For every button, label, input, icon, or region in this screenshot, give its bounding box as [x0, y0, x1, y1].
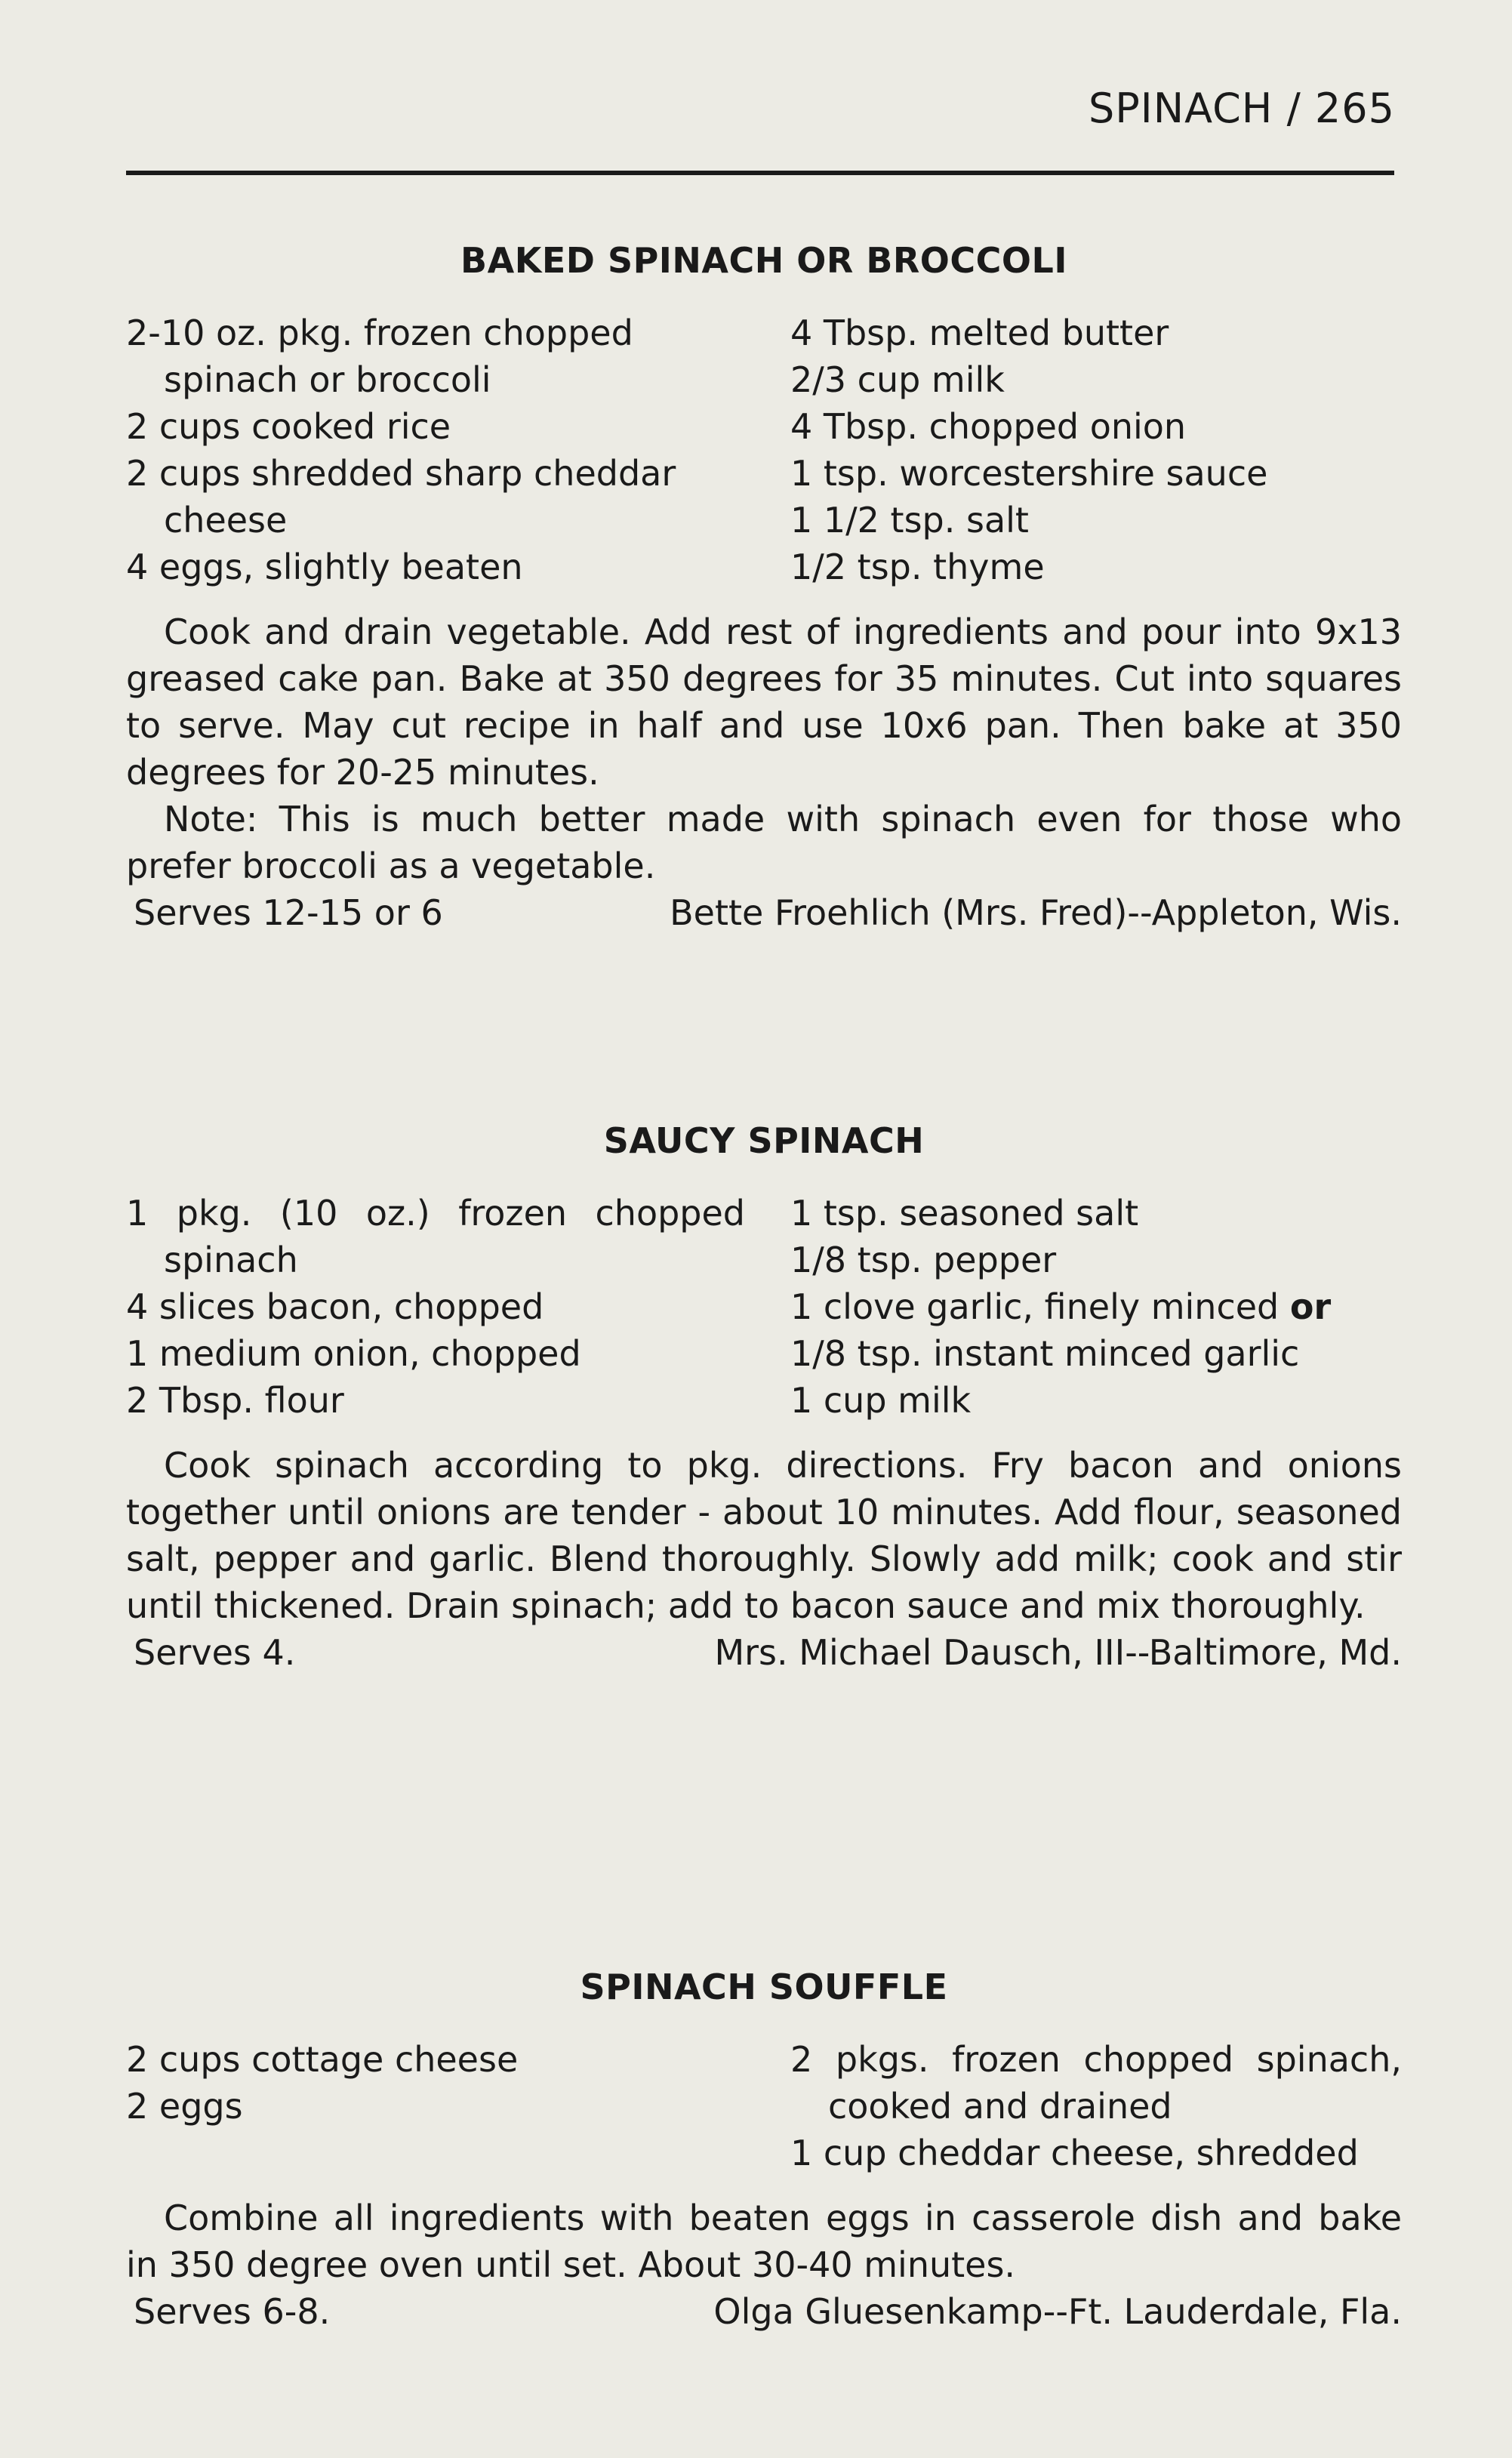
ingredient-item: 1 cup milk	[790, 1380, 972, 1421]
recipe-directions	[126, 608, 1402, 889]
ingredient-column-right	[790, 310, 1402, 590]
ingredient-item: 1/8 tsp. instant minced garlic	[790, 1333, 1300, 1374]
contributor: Mrs. Michael Dausch, III--Baltimore, Md.	[714, 1632, 1402, 1673]
serves-line	[126, 2288, 1402, 2335]
ingredient-item: 2 pkgs. frozen chopped spinach, cooked and drained	[790, 2039, 1402, 2127]
ingredient-item: 1 1/2 tsp. salt	[790, 500, 1029, 541]
ingredient-item: 1/8 tsp. pepper	[790, 1240, 1057, 1280]
ingredient-item	[790, 1283, 1402, 1330]
ingredient-item: 1/2 tsp. thyme	[790, 547, 1045, 587]
ingredient-item: 1 pkg. (10 oz.) frozen chopped spinach	[126, 1193, 745, 1280]
ingredient-column-left	[126, 2036, 745, 2176]
ingredient-list	[126, 310, 1402, 590]
ingredient-item: 4 slices bacon, chopped	[126, 1286, 544, 1327]
serves-count: Serves 6-8.	[134, 2291, 331, 2332]
ingredient-or: or	[1289, 1286, 1332, 1327]
ingredient-item: 1 tsp. worcestershire sauce	[790, 453, 1268, 494]
serves-line	[126, 1629, 1402, 1676]
ingredient-item: 4 Tbsp. chopped onion	[790, 406, 1187, 447]
recipe-title: BAKED SPINACH OR BROCCOLI	[460, 240, 1067, 281]
ingredient-item: 1 cup cheddar cheese, shredded	[790, 2133, 1359, 2173]
recipe-note: Note: This is much better made with spinach even for those who prefer broccoli as a vegetable.	[126, 799, 1402, 886]
header-rule	[126, 171, 1394, 175]
ingredient-list	[126, 2036, 1402, 2176]
ingredient-item: 1 tsp. seasoned salt	[790, 1193, 1139, 1234]
serves-line	[126, 889, 1402, 936]
directions-paragraph: Cook and drain vegetable. Add rest of ingredients and pour into 9x13 greased cake pan. Bake at 350 degrees for 35 minutes. Cut into squares to serve. May cut recipe in half and use 10x6 pan. Then bake at 350 degrees for 20-25 minutes.	[126, 611, 1402, 793]
ingredient-item: 2 Tbsp. flour	[126, 1380, 344, 1421]
recipe-title: SAUCY SPINACH	[603, 1120, 925, 1161]
ingredient-item: 4 Tbsp. melted butter	[790, 313, 1169, 353]
ingredient-item: 1 medium onion, chopped	[126, 1333, 581, 1374]
ingredient-item: 2 eggs	[126, 2086, 243, 2127]
recipe-spinach-souffle	[126, 1967, 1402, 2335]
serves-count: Serves 12-15 or 6	[134, 892, 443, 933]
ingredient-column-left	[126, 310, 745, 590]
ingredient-column-right	[790, 1190, 1402, 1424]
ingredient-item: 4 eggs, slightly beaten	[126, 547, 523, 587]
ingredient-item: 2-10 oz. pkg. frozen chopped spinach or broccoli	[126, 313, 633, 400]
directions-paragraph: Combine all ingredients with beaten eggs in casserole dish and bake in 350 degree oven until set. About 30-40 minutes.	[126, 2198, 1402, 2285]
ingredient-column-right	[790, 2036, 1402, 2176]
contributor: Bette Froehlich (Mrs. Fred)--Appleton, Wis.	[670, 892, 1402, 933]
ingredient-item: 2/3 cup milk	[790, 359, 1005, 400]
ingredient-item: 2 cups shredded sharp cheddar cheese	[126, 453, 676, 541]
recipe-directions	[126, 1442, 1402, 1629]
recipe-saucy-spinach	[126, 1120, 1402, 1676]
ingredient-item: 2 cups cooked rice	[126, 406, 451, 447]
recipe-directions	[126, 2195, 1402, 2288]
recipe-title: SPINACH SOUFFLE	[580, 1967, 948, 2007]
ingredient-text: 1 clove garlic, finely minced	[790, 1286, 1280, 1327]
serves-count: Serves 4.	[134, 1632, 296, 1673]
contributor: Olga Gluesenkamp--Ft. Lauderdale, Fla.	[713, 2291, 1402, 2332]
ingredient-column-left	[126, 1190, 745, 1424]
directions-paragraph: Cook spinach according to pkg. directions. Fry bacon and onions together until onions are tender - about 10 minutes. Add flour, seasoned salt, pepper and garlic. Blend thoroughly. Slowly add milk; cook and stir until thickened. Drain spinach; add to bacon sauce and mix thoroughly.	[126, 1445, 1402, 1626]
ingredient-list	[126, 1190, 1402, 1424]
recipe-baked-spinach-or-broccoli	[126, 240, 1402, 936]
running-head: SPINACH / 265	[1088, 85, 1395, 132]
ingredient-item: 2 cups cottage cheese	[126, 2039, 519, 2080]
